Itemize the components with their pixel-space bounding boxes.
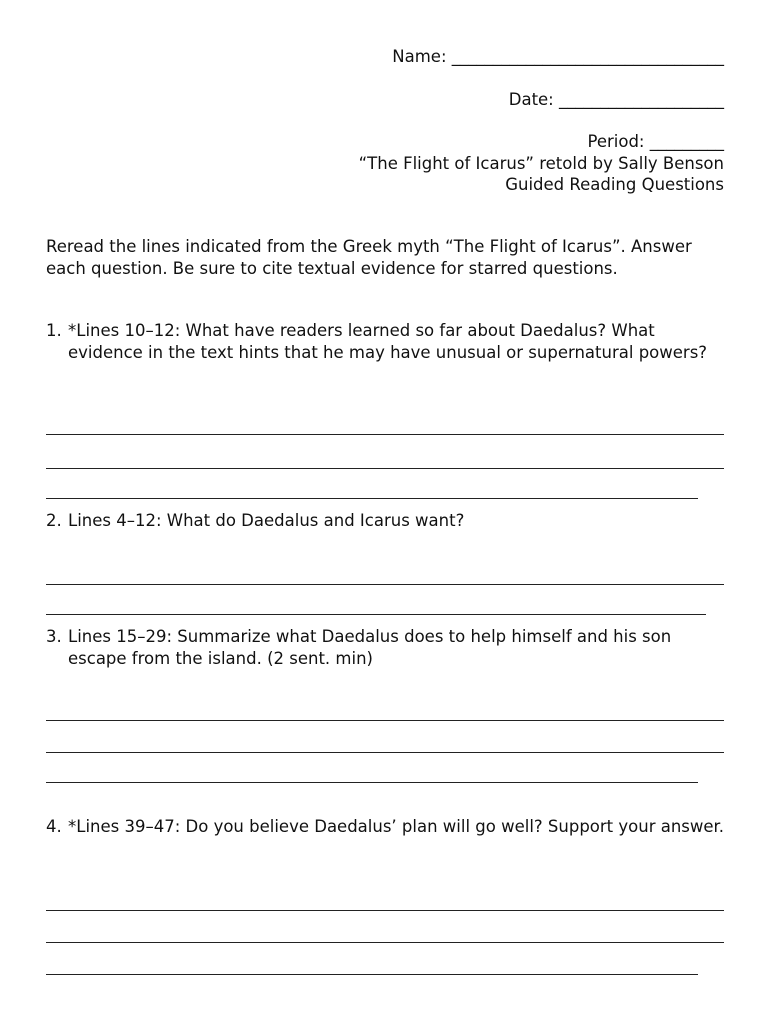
- worksheet-subtitle: Guided Reading Questions: [505, 175, 724, 194]
- answer-line[interactable]: [46, 614, 706, 615]
- question-number: 3.: [46, 627, 62, 646]
- name-field[interactable]: Name: _________________________________: [392, 47, 724, 66]
- answer-line[interactable]: [46, 752, 724, 753]
- question-3: [46, 626, 726, 669]
- worksheet-title: “The Flight of Icarus” retold by Sally Benson: [358, 153, 724, 173]
- answer-line[interactable]: [46, 584, 724, 585]
- question-number: 4.: [46, 817, 62, 836]
- answer-line[interactable]: [46, 468, 724, 469]
- question-text: *Lines 10–12: What have readers learned so far about Daedalus? What evidence in the text hints that he may have unusual or supernatural powers?: [68, 321, 708, 362]
- answer-line[interactable]: [46, 434, 724, 435]
- question-number: 2.: [46, 511, 62, 530]
- instructions: Reread the lines indicated from the Greek myth “The Flight of Icarus”. Answer each question. Be sure to cite textual evidence for starred questions.: [46, 237, 692, 278]
- date-field[interactable]: Date: ____________________: [508, 90, 724, 109]
- question-2: [46, 510, 726, 532]
- period-block: [359, 131, 724, 196]
- answer-line[interactable]: [46, 974, 698, 975]
- answer-line[interactable]: [46, 782, 698, 783]
- question-1: [46, 320, 726, 363]
- question-text: Lines 15–29: Summarize what Daedalus does to help himself and his son escape from the island. (2 sent. min): [68, 627, 672, 668]
- question-number: 1.: [46, 321, 62, 340]
- question-text: *Lines 39–47: Do you believe Daedalus’ plan will go well? Support your answer.: [68, 817, 725, 836]
- answer-line[interactable]: [46, 498, 698, 499]
- answer-line[interactable]: [46, 720, 724, 721]
- period-field[interactable]: Period: _________: [587, 132, 724, 151]
- answer-line[interactable]: [46, 910, 724, 911]
- question-4: [46, 816, 726, 838]
- question-text: Lines 4–12: What do Daedalus and Icarus want?: [68, 511, 465, 530]
- answer-line[interactable]: [46, 942, 724, 943]
